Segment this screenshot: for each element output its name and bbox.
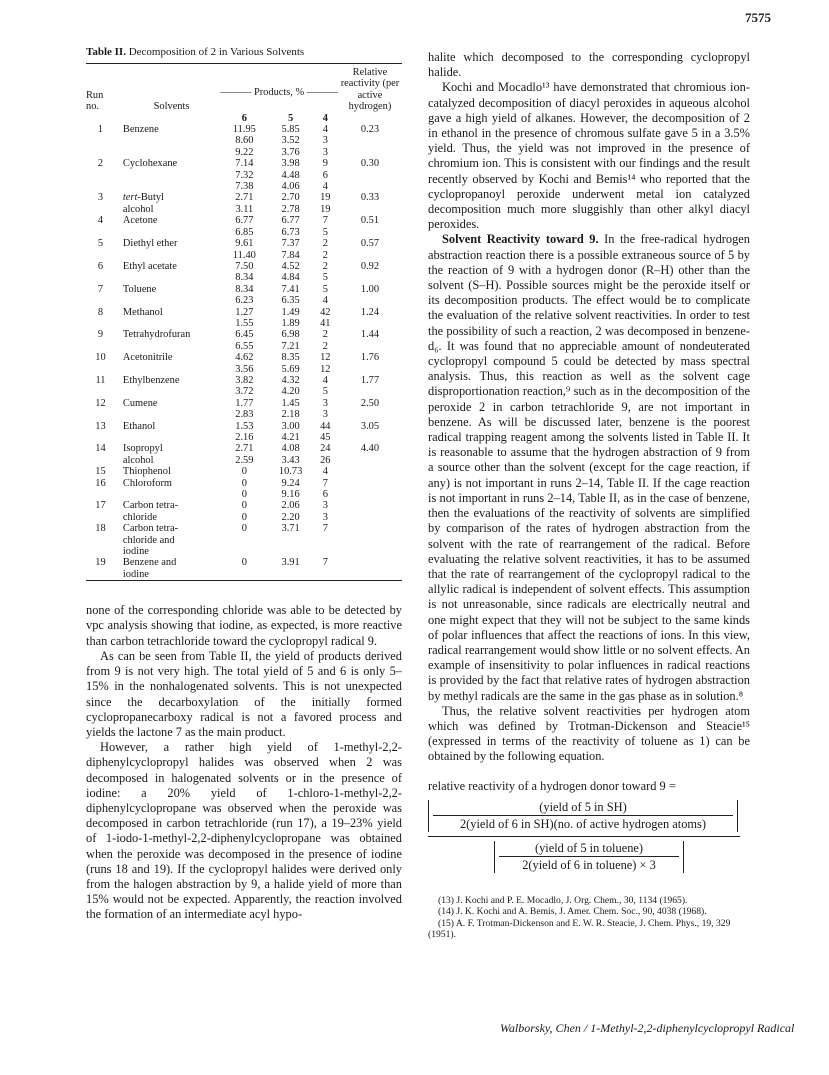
relative-reactivity-equation: [428, 779, 750, 873]
running-footer: Walborsky, Chen / 1-Methyl-2,2-diphenylcyclopropyl Radical: [500, 1021, 795, 1035]
row-product-5: 2.70 2.78: [281, 192, 300, 215]
row-relative-reactivity: 1.00: [360, 283, 380, 295]
row-product-5: 7.41 6.35: [281, 283, 300, 307]
row-relative-reactivity: 0.57: [360, 238, 380, 250]
row-product-5: 3.71: [281, 523, 300, 535]
right-paragraph-1: halite which decomposed to the corresponding cyclopropyl halide.: [428, 50, 750, 80]
row-product-6: 3.82 3.72: [235, 374, 254, 398]
row-solvent: Toluene: [122, 283, 157, 295]
reference-14: (14) J. K. Kochi and A. Bemis, J. Amer. Chem. Soc., 90, 4038 (1968).: [438, 906, 707, 918]
table-row: [86, 284, 402, 307]
header-product-5: 5: [288, 112, 294, 124]
table-row: [86, 215, 402, 238]
row-product-5: 10.73: [278, 466, 303, 478]
row-product-4: 44 45: [320, 420, 331, 443]
row-run-no: 17: [95, 500, 106, 512]
section-heading-solvent-reactivity: Solvent Reactivity toward 9.: [442, 232, 599, 247]
left-body-text: [86, 603, 402, 922]
header-run-no: Run no.: [86, 89, 104, 113]
left-paragraph-3: However, a rather high yield of 1-methyl-2,2-diphenylcyclopropyl halides was observed when 2 was decomposed in halogenated solvents or in the presence of iodine: a 20% yield of 1-chloro-1-methyl-2,2-diphenylcyclopropane was observed when the peroxide was decomposed in carbon tetrachloride (run 17), a 19–23% yield of 1-iodo-1-methyl-2,2-diphenylcyclopropane was obtained when the peroxide was decomposed in the presence of iodine (runs 18 and 19). If the cyclopropyl halides were derived only from the halogen abstraction by 9, a halide yield of more than 15% would not be expected. Apparently, the reaction involved the formation of an intermediate acyl hypo-: [86, 740, 402, 922]
row-product-5: 5.85 3.52 3.76: [281, 124, 300, 158]
row-solvent: Diethyl ether: [122, 238, 178, 250]
row-product-4: 9 6 4: [322, 158, 328, 193]
row-solvent: Methanol: [122, 306, 163, 318]
row-run-no: 3: [97, 192, 104, 204]
row-product-6: 2.71 2.59: [235, 443, 254, 466]
table-row: [86, 192, 402, 215]
row-run-no: 10: [95, 352, 106, 364]
row-run-no: 7: [97, 283, 104, 295]
row-product-4: 12 12: [320, 352, 331, 375]
row-product-5: 3.98 4.48 4.06: [281, 158, 300, 193]
row-product-4: 7 6: [322, 477, 328, 501]
right-column: [428, 40, 750, 941]
row-run-no: 8: [97, 306, 104, 318]
row-solvent: Carbon tetra- chloride and iodine: [122, 523, 179, 558]
right-paragraph-3: [428, 232, 750, 703]
table-row: [86, 443, 402, 466]
table-row: [86, 466, 402, 477]
row-product-4: 5 4: [322, 283, 328, 307]
row-relative-reactivity: 0.51: [360, 215, 380, 227]
row-product-6: 1.53 2.16: [235, 420, 254, 443]
row-solvent: Thiophenol: [122, 466, 171, 478]
row-product-4: 2 2: [322, 329, 328, 352]
right-paragraph-4: Thus, the relative solvent reactivities per hydrogen atom which was defined by Trotman-Dickenson and Steacie¹⁵ (expressed in terms of the reactivity of toluene as 1) can be obtained by the following equation.: [428, 703, 750, 764]
references: [428, 895, 750, 941]
row-product-6: 7.50 8.34: [235, 260, 254, 284]
table-caption-text: Decomposition of 2 in Various Solvents: [128, 46, 305, 58]
row-product-5: 8.35 5.69: [281, 352, 300, 375]
header-relative-reactivity: Relative reactivity (per active hydrogen): [340, 67, 400, 113]
table-caption: [86, 45, 402, 59]
left-paragraph-2: As can be seen from Table II, the yield of products derived from 9 is not very high. The total yield of 5 and 6 is only 5–15% in the nonhalogenated solvents. This is not unexpected since the decarboxylation of the initially formed cyclopropanecarboxy radical is not a favored process and yields the lactone 7 as the main product.: [86, 648, 402, 739]
row-product-6: 0 0: [241, 500, 247, 523]
header-product-4: 4: [322, 112, 328, 124]
row-product-5: 4.52 4.84: [281, 260, 300, 284]
table-row: [86, 124, 402, 158]
header-solvents: Solvents: [153, 101, 190, 113]
row-relative-reactivity: 1.76: [360, 352, 380, 364]
equation-denominator-bottom: 2(yield of 6 in toluene) × 3: [499, 856, 679, 873]
row-product-4: 19 19: [320, 192, 331, 215]
row-relative-reactivity: 4.40: [360, 443, 380, 455]
row-solvent: Acetonitrile: [122, 352, 173, 364]
row-run-no: 15: [95, 466, 106, 478]
row-run-no: 19: [95, 557, 106, 569]
decomposition-table: [86, 63, 402, 585]
row-run-no: 5: [97, 238, 104, 250]
table-caption-label: Table II.: [86, 46, 126, 58]
row-product-6: 8.34 6.23: [235, 283, 254, 307]
header-products: ——— Products, % ———: [220, 87, 338, 99]
row-product-5: 9.24 9.16: [281, 477, 300, 501]
row-product-5: 1.45 2.18: [281, 397, 300, 421]
row-product-6: 4.62 3.56: [235, 352, 254, 375]
row-run-no: 4: [97, 215, 104, 227]
row-product-6: 7.14 7.32 7.38: [235, 158, 254, 193]
equation-numerator-bottom: 2(yield of 6 in SH)(no. of active hydrogen atoms): [433, 815, 733, 832]
row-relative-reactivity: [338, 466, 402, 477]
row-relative-reactivity: [338, 557, 402, 580]
row-solvent: Carbon tetra- chloride: [122, 500, 179, 523]
row-product-4: 42 41: [320, 306, 331, 329]
row-product-6: 9.61 11.40: [232, 238, 256, 261]
row-product-6: 2.71 3.11: [235, 192, 254, 215]
table-row: [86, 398, 402, 421]
row-run-no: 12: [95, 397, 106, 409]
row-run-no: 18: [95, 523, 106, 535]
row-product-4: 3 3: [322, 397, 328, 421]
row-relative-reactivity: 1.24: [360, 306, 380, 318]
row-solvent: Ethanol: [122, 420, 156, 432]
row-product-6: 6.77 6.85: [235, 215, 254, 238]
table-row: [86, 375, 402, 398]
row-solvent: Ethyl acetate: [122, 260, 177, 272]
row-solvent: tert-Butyl alcohol: [122, 192, 164, 215]
row-product-4: 7 5: [322, 215, 328, 238]
row-run-no: 13: [95, 420, 106, 432]
page-number: 7575: [745, 10, 771, 25]
row-product-6: 11.95 8.60 9.22: [232, 124, 256, 158]
equation-denominator-top: (yield of 5 in toluene): [534, 840, 644, 855]
row-run-no: 1: [97, 124, 104, 136]
row-product-6: 0: [241, 523, 247, 535]
equation-numerator: [428, 800, 738, 832]
left-column: [86, 40, 402, 923]
row-solvent: Chloroform: [122, 477, 172, 489]
row-relative-reactivity: [338, 478, 402, 501]
row-product-6: 0: [241, 557, 247, 569]
row-product-4: 3 3: [322, 500, 328, 523]
row-product-4: 7: [322, 557, 328, 569]
row-product-5: 1.49 1.89: [281, 306, 300, 329]
reference-15: (15) A. F. Trotman-Dickenson and E. W. R. Steacie, J. Chem. Phys., 19, 329 (1951).: [428, 917, 731, 941]
row-product-4: 2 2: [322, 238, 328, 261]
row-solvent: Acetone: [122, 215, 158, 227]
row-product-5: 6.98 7.21: [281, 329, 300, 352]
right-paragraph-3-text: In the free-radical hydrogen abstraction reaction there is a possible extraneous source of 5 by the reaction of 9 with a hydrogen donor (R–H) other than the solvent (S–H). Possible sources might be the peroxide itself or its decomposition products. The effect would be to complicate the evaluation of the relative solvent reactivities. In order to test the possibility of such a reaction, 2 was decomposed in benzene-d₆. It was found that no appreciable amount of nondeuterated cyclopropyl compound 5 could be detected by mass spectral analysis. Thus, this reaction as well as the solvent cage disproportionation reaction,⁹ such as in the decomposition of the peroxide 2 in carbon tetrachloride 9, are not important in benzene. As will be discussed later, benzene is the poorest radical trapping reagent among the solvents listed in Table II. It is reasonable to assume that the hydrogen abstraction of 9 from a source other than the solvent (except for the cage reaction, if any) is not important in runs 2–14, Table II. If the cage reaction is not important in runs 2–14, Table II, as in the case of benzene, then the evaluations of the reactivity of solvents are simplified by comparison of the rates of hydrogen abstraction from the solvent with the rate of rearrangement of the radical. Before evaluating the relative solvent reactivities, it has to be assumed that the rate of rearrangement of the cyclopropyl radical to the allylic radical is independent of solvent effects. This assumption is not unreasonable, since radicals are electrically neutral and one might expect that they will not be subject to the same kinds of polar influences that affect the reactions of ions. In this view, radical rearrangement would show little or no solvent effects. An example of insensitivity to polar influences in radical reactions is provided by the fact that relative rates of hydrogen abstraction by methyl radicals are the same in the gas phase as in solution.⁸: [428, 232, 750, 703]
row-solvent: Tetrahydrofuran: [122, 329, 191, 341]
table-row: [86, 421, 402, 444]
row-product-6: 6.45 6.55: [235, 329, 254, 352]
row-product-6: 0 0: [241, 477, 247, 501]
equation-numerator-top: (yield of 5 in SH): [539, 799, 627, 814]
header-product-6: 6: [241, 112, 247, 124]
row-product-6: 1.77 2.83: [235, 397, 254, 421]
row-product-5: 3.00 4.21: [281, 420, 300, 443]
row-product-6: 0: [241, 466, 247, 478]
row-product-5: 4.08 3.43: [281, 443, 300, 466]
row-product-5: 3.91: [281, 557, 300, 569]
reference-13: (13) J. Kochi and P. E. Mocadlo, J. Org. Chem., 30, 1134 (1965).: [438, 894, 688, 906]
table-row: [86, 261, 402, 284]
row-solvent: Cyclohexane: [122, 158, 178, 170]
row-product-4: 7: [322, 523, 328, 535]
row-product-5: 7.37 7.84: [281, 238, 300, 261]
row-product-5: 4.32 4.20: [281, 374, 300, 398]
row-relative-reactivity: 0.33: [360, 192, 380, 204]
row-product-5: 6.77 6.73: [281, 215, 300, 238]
row-relative-reactivity: 0.23: [360, 124, 380, 136]
row-solvent: Isopropyl alcohol: [122, 443, 163, 466]
row-solvent: Cumene: [122, 397, 158, 409]
row-solvent: Benzene: [122, 124, 159, 136]
row-solvent: Ethylbenzene: [122, 374, 180, 386]
table-row: [86, 329, 402, 352]
row-product-4: 24 26: [320, 443, 331, 466]
left-paragraph-1: none of the corresponding chloride was able to be detected by vpc analysis showing that iodine, as expected, is more reactive than carbon tetrachloride toward the cyclopropyl radical 9.: [86, 603, 402, 648]
table-row: [86, 238, 402, 261]
row-product-4: 4 5: [322, 374, 328, 398]
row-relative-reactivity: 0.92: [360, 260, 380, 272]
row-run-no: 14: [95, 443, 106, 455]
row-product-4: 4 3 3: [322, 124, 328, 158]
row-relative-reactivity: 1.44: [360, 329, 380, 341]
row-product-5: 2.06 2.20: [281, 500, 300, 523]
equation-denominator: [494, 841, 684, 873]
row-product-4: 4: [322, 466, 328, 478]
table-row: [86, 158, 402, 192]
row-relative-reactivity: [338, 500, 402, 523]
table-row: [86, 500, 402, 523]
row-relative-reactivity: 2.50: [360, 397, 380, 409]
row-product-4: 2 5: [322, 260, 328, 284]
row-relative-reactivity: 0.30: [360, 158, 380, 170]
row-run-no: 11: [95, 374, 106, 386]
row-solvent: Benzene and iodine: [122, 557, 177, 580]
equation-lhs: relative reactivity of a hydrogen donor toward 9 =: [428, 778, 676, 793]
table-row: [86, 557, 402, 580]
row-product-6: 1.27 1.55: [235, 306, 254, 329]
table-row: [86, 523, 402, 557]
row-run-no: 16: [95, 477, 106, 489]
row-relative-reactivity: 1.77: [360, 374, 380, 386]
row-run-no: 6: [97, 260, 104, 272]
row-relative-reactivity: 3.05: [360, 420, 380, 432]
row-relative-reactivity: [338, 523, 402, 557]
row-run-no: 2: [97, 158, 104, 170]
table-row: [86, 352, 402, 375]
row-run-no: 9: [97, 329, 104, 341]
table-row: [86, 478, 402, 501]
table-row: [86, 307, 402, 330]
right-paragraph-2: Kochi and Mocadlo¹³ have demonstrated that chromious ion-catalyzed decomposition of diacyl peroxides in aqueous alcohol gave a high yield of alkanes. However, the decomposition of 2 in ethanol in the presence of chromous sulfate gave 5 in a 3.5% yield. Thus, the yield was not improved in the presence of chromium ion. This is consistent with our findings and the result recently observed by Kochi and Bemis¹⁴ who reported that the cyclopropanoyl peroxide underwent metal ion catalyzed decomposition much more sluggishly than other alkyl diacyl peroxides.: [428, 80, 750, 232]
